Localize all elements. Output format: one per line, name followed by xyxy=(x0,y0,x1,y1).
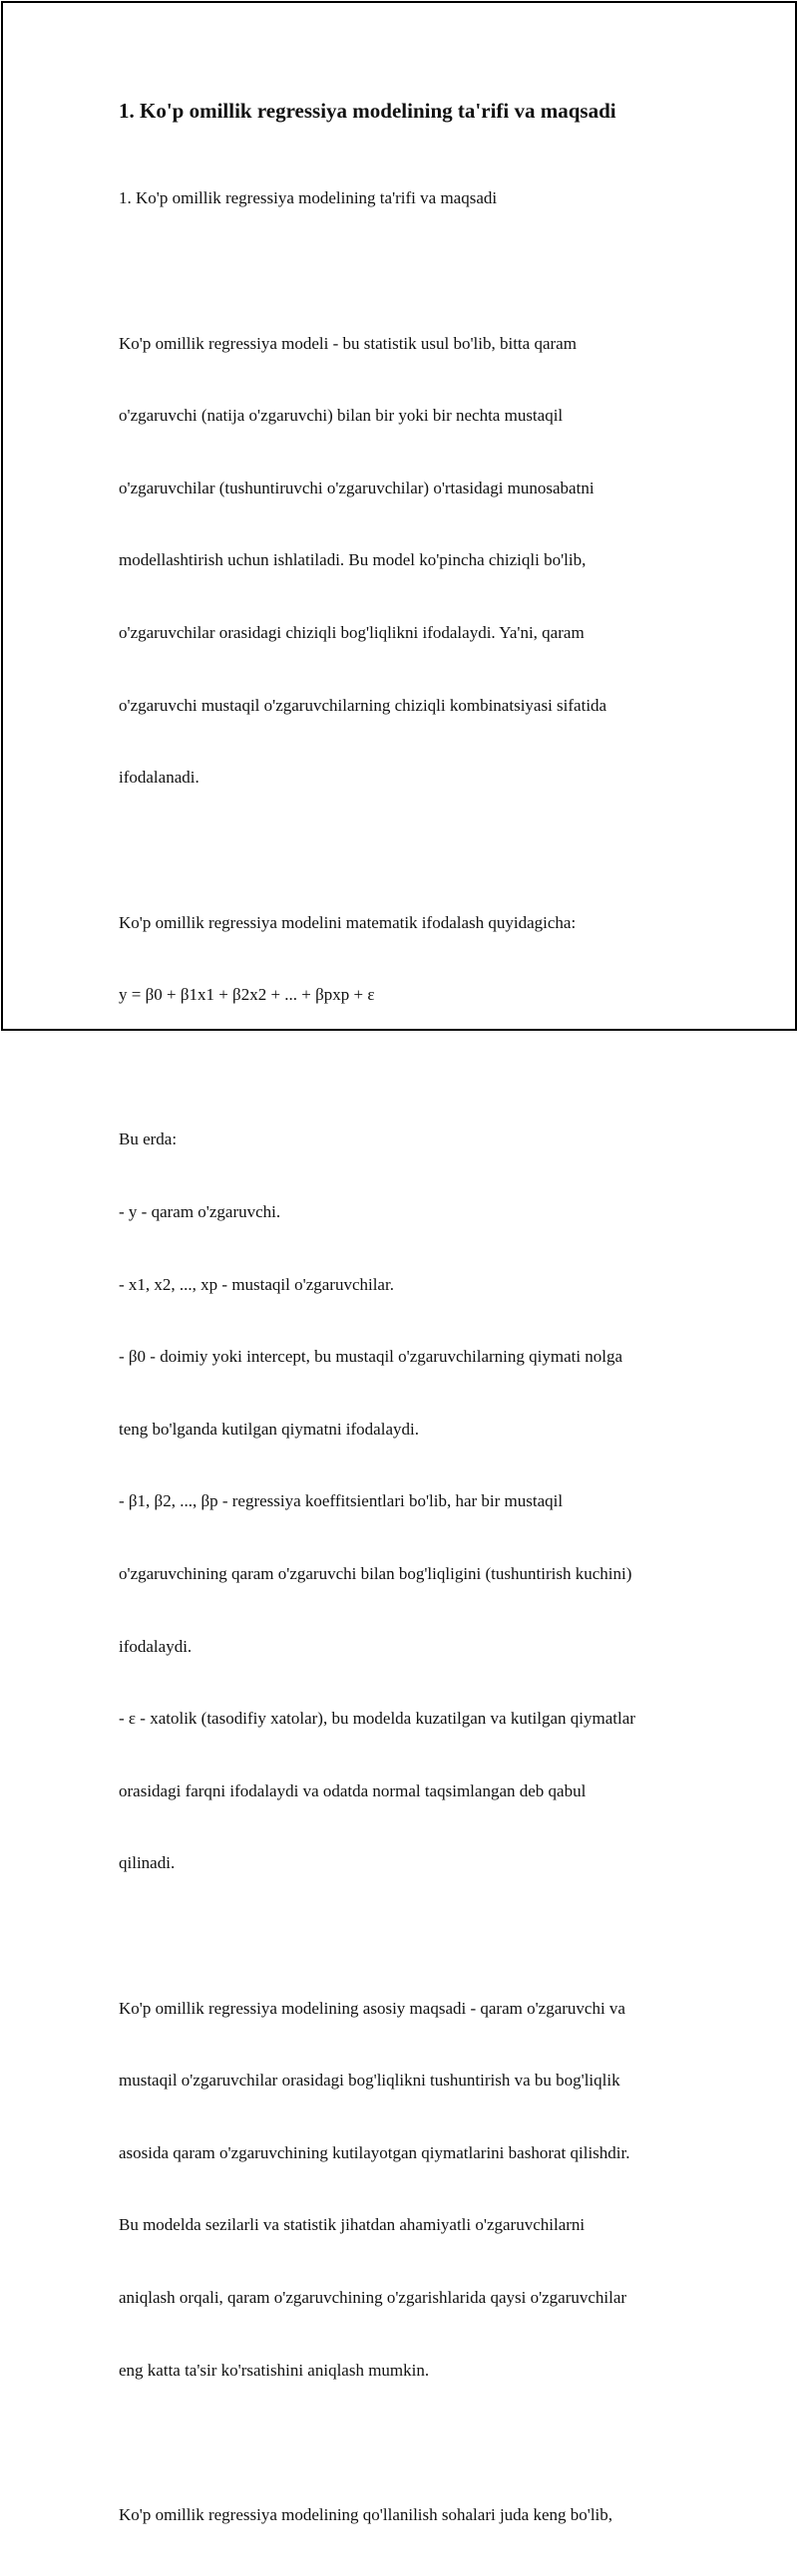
body-line: qilinadi. xyxy=(119,1853,176,1873)
body-line xyxy=(119,2430,697,2454)
formula-line: y = β0 + β1x1 + β2x2 + ... + βpxp + ε xyxy=(119,985,375,1005)
document-content xyxy=(119,99,697,2576)
body-line xyxy=(119,1924,697,1948)
body-line: mustaqil o'zgaruvchilar orasidagi bog'liqlikni tushuntirish va bu bog'liqlik xyxy=(119,2071,620,2091)
body-line: Ko'p omillik regressiya modelining asosiy maqsadi - qaram o'zgaruvchi va xyxy=(119,1998,625,2018)
body-line: o'zgaruvchilar (tushuntiruvchi o'zgaruvchilar) o'rtasidagi munosabatni xyxy=(119,478,595,497)
body-line: Ko'p omillik regressiya modelini matematik ifodalash quyidagicha: xyxy=(119,912,577,932)
body-line: Bu modelda sezilarli va statistik jihatdan ahamiyatli o'zgaruvchilarni xyxy=(119,2215,586,2235)
body-line: Ko'p omillik regressiya modeli - bu statistik usul bo'lib, bitta qaram xyxy=(119,333,577,353)
list-item: - β0 - doimiy yoki intercept, bu mustaqil o'zgaruvchilarning qiymati nolga xyxy=(119,1347,623,1367)
body-line: 1. Ko'p omillik regressiya modelining ta'rifi va maqsadi xyxy=(119,188,498,208)
body-line: asosida qaram o'zgaruvchining kutilayotgan qiymatlarini bashorat qilishdir. xyxy=(119,2142,630,2162)
body-line xyxy=(119,259,697,283)
body-line: Bu erda: xyxy=(119,1129,178,1149)
document-body xyxy=(119,139,697,2576)
body-line: o'zgaruvchi (natija o'zgaruvchi) bilan bir yoki bir nechta mustaqil xyxy=(119,406,564,426)
body-line: ifodalanadi. xyxy=(119,768,200,788)
body-line: o'zgaruvchilar orasidagi chiziqli bog'liqlikni ifodalaydi. Ya'ni, qaram xyxy=(119,623,585,643)
body-line: eng katta ta'sir ko'rsatishini aniqlash mumkin. xyxy=(119,2360,430,2380)
body-line: o'zgaruvchining qaram o'zgaruvchi bilan bog'liqligini (tushuntirish kuchini) xyxy=(119,1563,632,1583)
list-item: - x1, x2, ..., xp - mustaqil o'zgaruvchilar. xyxy=(119,1274,394,1294)
list-item: - ε - xatolik (tasodifiy xatolar), bu modelda kuzatilgan va kutilgan qiymatlar xyxy=(119,1709,635,1729)
body-line xyxy=(119,1056,697,1080)
body-line xyxy=(119,838,697,862)
list-item: - β1, β2, ..., βp - regressiya koeffitsientlari bo'lib, har bir mustaqil xyxy=(119,1491,564,1511)
body-line: modellashtirish uchun ishlatiladi. Bu model ko'pincha chiziqli bo'lib, xyxy=(119,550,587,570)
body-line: aniqlash orqali, qaram o'zgaruvchining o'zgarishlarida qaysi o'zgaruvchilar xyxy=(119,2288,627,2308)
document-heading: 1. Ko'p omillik regressiya modelining ta'rifi va maqsadi xyxy=(119,99,616,123)
body-line: ifodalaydi. xyxy=(119,1636,193,1656)
document-page xyxy=(1,1,797,2524)
body-line: o'zgaruvchi mustaqil o'zgaruvchilarning chiziqli kombinatsiyasi sifatida xyxy=(119,695,607,715)
body-line: orasidagi farqni ifodalaydi va odatda normal taqsimlangan deb qabul xyxy=(119,1780,587,1800)
body-line: teng bo'lganda kutilgan qiymatni ifodalaydi. xyxy=(119,1419,419,1439)
body-line: Ko'p omillik regressiya modelining qo'llanilish sohalari juda keng bo'lib, xyxy=(119,2504,613,2524)
list-item: - y - qaram o'zgaruvchi. xyxy=(119,1201,281,1221)
